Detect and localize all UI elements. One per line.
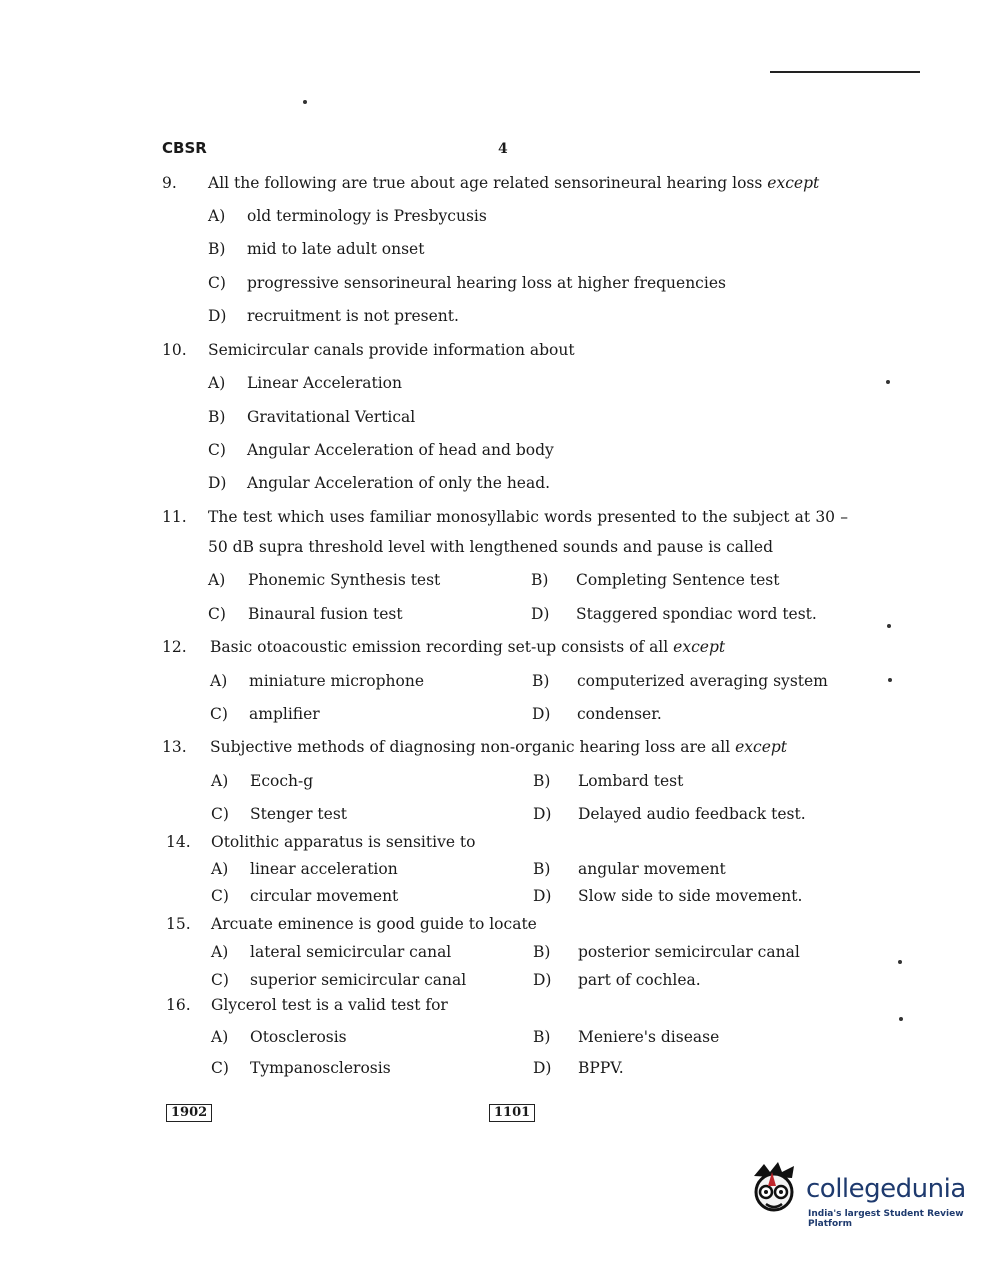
brand-tagline: India's largest Student Review Platform [808, 1209, 964, 1229]
option-text: Lombard test [578, 772, 684, 790]
option-text: progressive sensorineural hearing loss at higher frequencies [247, 274, 726, 292]
option-text: Gravitational Vertical [247, 408, 416, 426]
question-text: The test which uses familiar monosyllabic words presented to the subject at 30 – 50 dB supra threshold level with lengthened sounds and pause is called [208, 508, 848, 556]
option-text: Completing Sentence test [576, 571, 780, 589]
option-text: Angular Acceleration of head and body [247, 441, 554, 459]
paper-code: CBSR [162, 139, 207, 157]
question-text: Semicircular canals provide information about [208, 341, 575, 359]
option-letter: B) [533, 772, 551, 790]
option-letter: A) [211, 860, 229, 878]
option-text: Staggered spondiac word test. [576, 605, 817, 623]
option-letter: D) [533, 1059, 552, 1077]
question-number: 12. [162, 638, 187, 656]
option-letter: B) [531, 571, 549, 589]
option-letter: B) [533, 943, 551, 961]
option-text: condenser. [577, 705, 662, 723]
option-text: mid to late adult onset [247, 240, 425, 258]
question-text: Glycerol test is a valid test for [211, 996, 448, 1014]
option-text: Phonemic Synthesis test [248, 571, 441, 589]
option-text: Slow side to side movement. [578, 887, 803, 905]
option-letter: B) [533, 860, 551, 878]
scan-speck [887, 624, 891, 628]
option-text: angular movement [578, 860, 726, 878]
option-letter: D) [533, 887, 552, 905]
option-text: Binaural fusion test [248, 605, 403, 623]
option-text: computerized averaging system [577, 672, 828, 690]
question-number: 16. [166, 996, 191, 1014]
question-number: 13. [162, 738, 187, 756]
option-letter: C) [208, 274, 226, 292]
option-letter: A) [208, 571, 226, 589]
option-letter: B) [533, 1028, 551, 1046]
option-text: recruitment is not present. [247, 307, 459, 325]
option-letter: D) [533, 805, 552, 823]
mascot-icon [748, 1162, 804, 1222]
option-text: Delayed audio feedback test. [578, 805, 806, 823]
option-letter: C) [211, 1059, 229, 1077]
option-letter: A) [211, 772, 229, 790]
scan-speck [886, 380, 890, 384]
option-text: posterior semicircular canal [578, 943, 800, 961]
footer-left-code: 1902 [166, 1104, 212, 1122]
question-number: 9. [162, 174, 177, 192]
question-number: 14. [166, 833, 191, 851]
question-number: 10. [162, 341, 187, 359]
option-text: Linear Acceleration [247, 374, 402, 392]
option-letter: D) [532, 705, 551, 723]
option-letter: B) [208, 240, 226, 258]
option-text: old terminology is Presbycusis [247, 207, 487, 225]
question-text: Basic otoacoustic emission recording set-up consists of all except [210, 638, 726, 656]
option-text: lateral semicircular canal [250, 943, 452, 961]
option-letter: C) [211, 971, 229, 989]
option-letter: B) [208, 408, 226, 426]
option-text: Stenger test [250, 805, 348, 823]
option-text: circular movement [250, 887, 399, 905]
option-text: linear acceleration [250, 860, 398, 878]
collegedunia-logo [748, 1162, 978, 1232]
question-text: All the following are true about age related sensorineural hearing loss except [208, 174, 820, 192]
option-letter: B) [532, 672, 550, 690]
option-text: amplifier [249, 705, 320, 723]
option-text: Tympanosclerosis [250, 1059, 391, 1077]
question-text: Subjective methods of diagnosing non-organic hearing loss are all except [210, 738, 788, 756]
option-letter: C) [210, 705, 228, 723]
option-letter: D) [208, 307, 227, 325]
scan-speck [888, 678, 892, 682]
option-text: Angular Acceleration of only the head. [247, 474, 551, 492]
question-text: Otolithic apparatus is sensitive to [211, 833, 476, 851]
scan-speck [899, 1017, 903, 1021]
question-text: Arcuate eminence is good guide to locate [211, 915, 537, 933]
scan-speck [898, 960, 902, 964]
option-text: Ecoch-g [250, 772, 314, 790]
option-letter: C) [211, 887, 229, 905]
option-text: part of cochlea. [578, 971, 701, 989]
top-rule [770, 71, 920, 73]
footer-center-code: 1101 [489, 1104, 535, 1122]
question-number: 11. [162, 508, 187, 526]
option-letter: C) [208, 605, 226, 623]
option-text: miniature microphone [249, 672, 425, 690]
option-letter: C) [211, 805, 229, 823]
option-letter: A) [208, 207, 226, 225]
option-text: superior semicircular canal [250, 971, 467, 989]
option-letter: C) [208, 441, 226, 459]
option-letter: D) [533, 971, 552, 989]
option-letter: D) [208, 474, 227, 492]
option-letter: A) [210, 672, 228, 690]
scan-speck [303, 100, 307, 104]
option-letter: A) [208, 374, 226, 392]
option-letter: D) [531, 605, 550, 623]
question-number: 15. [166, 915, 191, 933]
brand-name: collegedunia [806, 1174, 966, 1204]
option-text: Meniere's disease [578, 1028, 720, 1046]
option-text: BPPV. [578, 1059, 624, 1077]
option-letter: A) [211, 1028, 229, 1046]
page-number: 4 [498, 141, 508, 157]
option-text: Otosclerosis [250, 1028, 347, 1046]
option-letter: A) [211, 943, 229, 961]
